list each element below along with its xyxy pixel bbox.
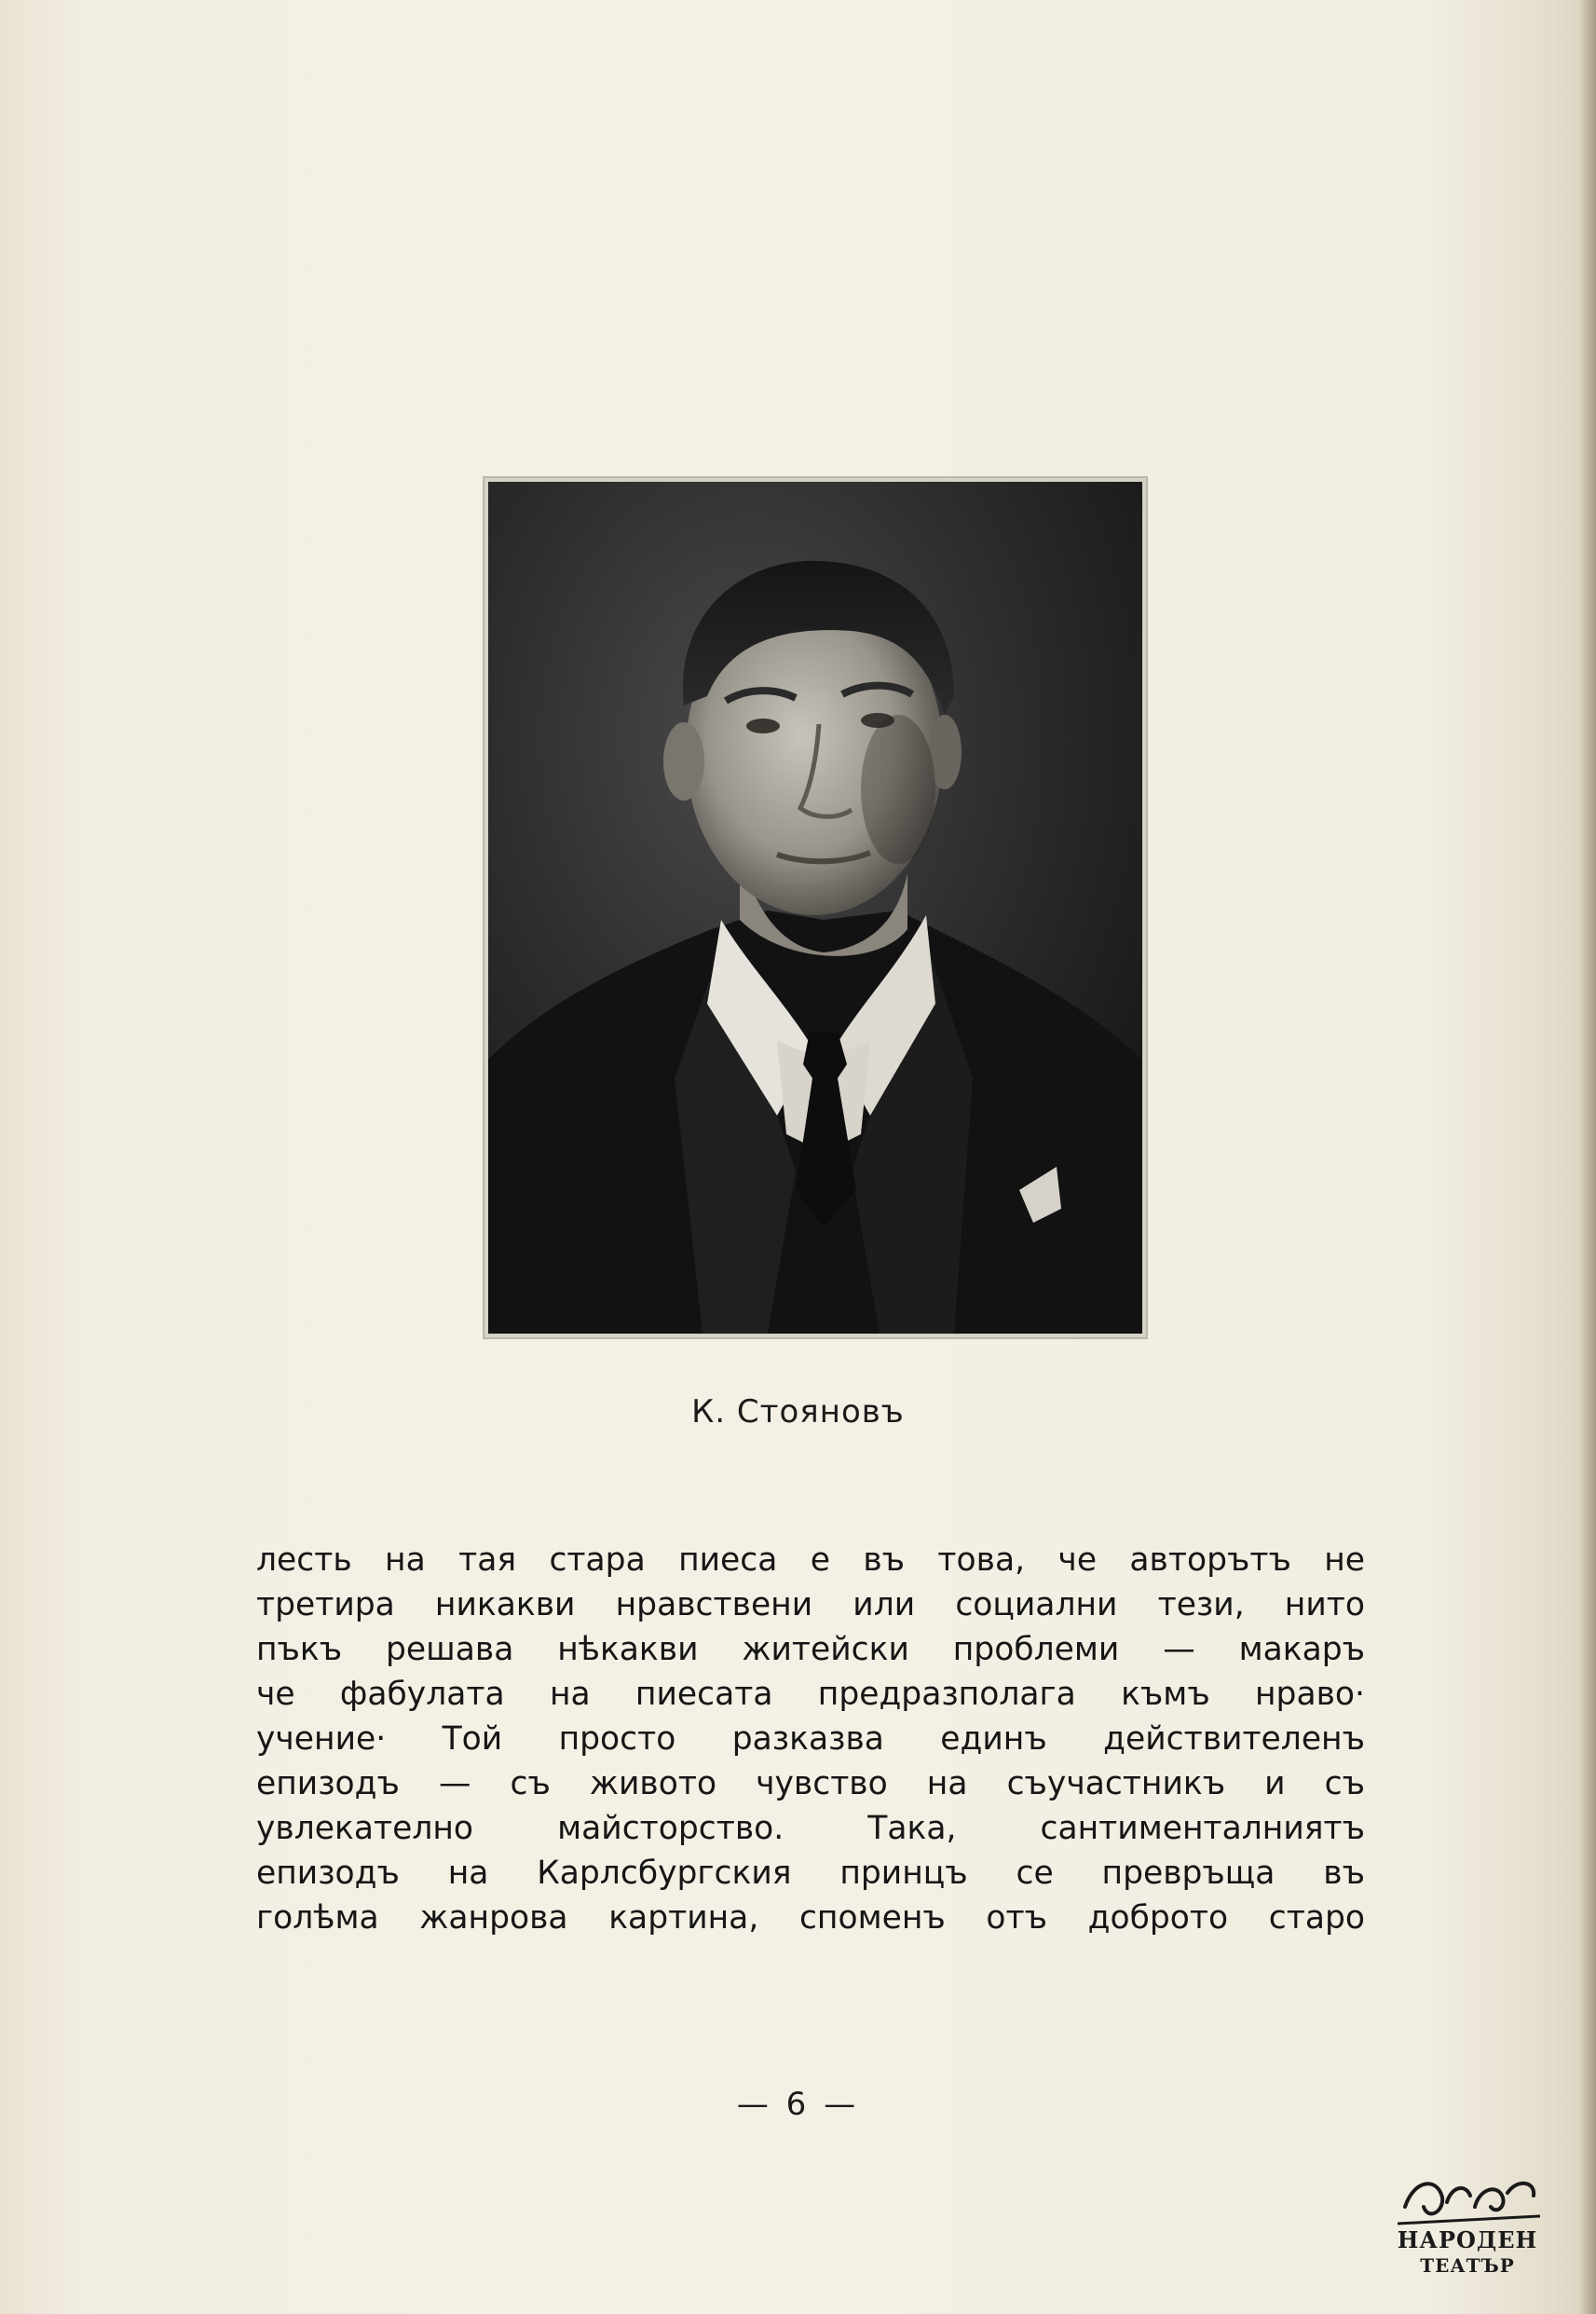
text-line: голѣма жанрова картина, споменъ отъ доброто старо [256,1899,1365,1937]
text-line: увлекателно майсторство. Така, сантименталниятъ [256,1810,1365,1847]
body-paragraph [256,1538,1365,1940]
page-number: — 6 — [736,2086,860,2123]
text-line: епизодъ — съ живото чувство на съучастникъ и съ [256,1765,1365,1802]
theatre-logo-stamp [1386,2170,1549,2281]
text-line: лесть на тая стара пиеса е въ това, че авторътъ не [256,1541,1365,1579]
portrait-frame [484,478,1146,1337]
text-line: третира никакви нравствени или социални тези, нито [256,1586,1365,1623]
text-line: епизодъ на Карлсбургския принцъ се превръща въ [256,1855,1365,1892]
portrait-image [488,482,1142,1334]
text-line: пъкъ решава нѣкакви житейски проблеми — макаръ [256,1631,1365,1668]
portrait-photo [488,482,1142,1334]
text-line: учение· Той просто разказва единъ действителенъ [256,1720,1365,1758]
portrait-caption: К. Стояновъ [691,1393,905,1431]
svg-text:ТЕАТЪР: ТЕАТЪР [1420,2254,1515,2277]
svg-text:НАРОДЕН: НАРОДЕН [1397,2226,1538,2253]
page-edge-shadow [1579,0,1596,2314]
text-line: че фабулата на пиесата предразполага къмъ нраво· [256,1676,1365,1713]
